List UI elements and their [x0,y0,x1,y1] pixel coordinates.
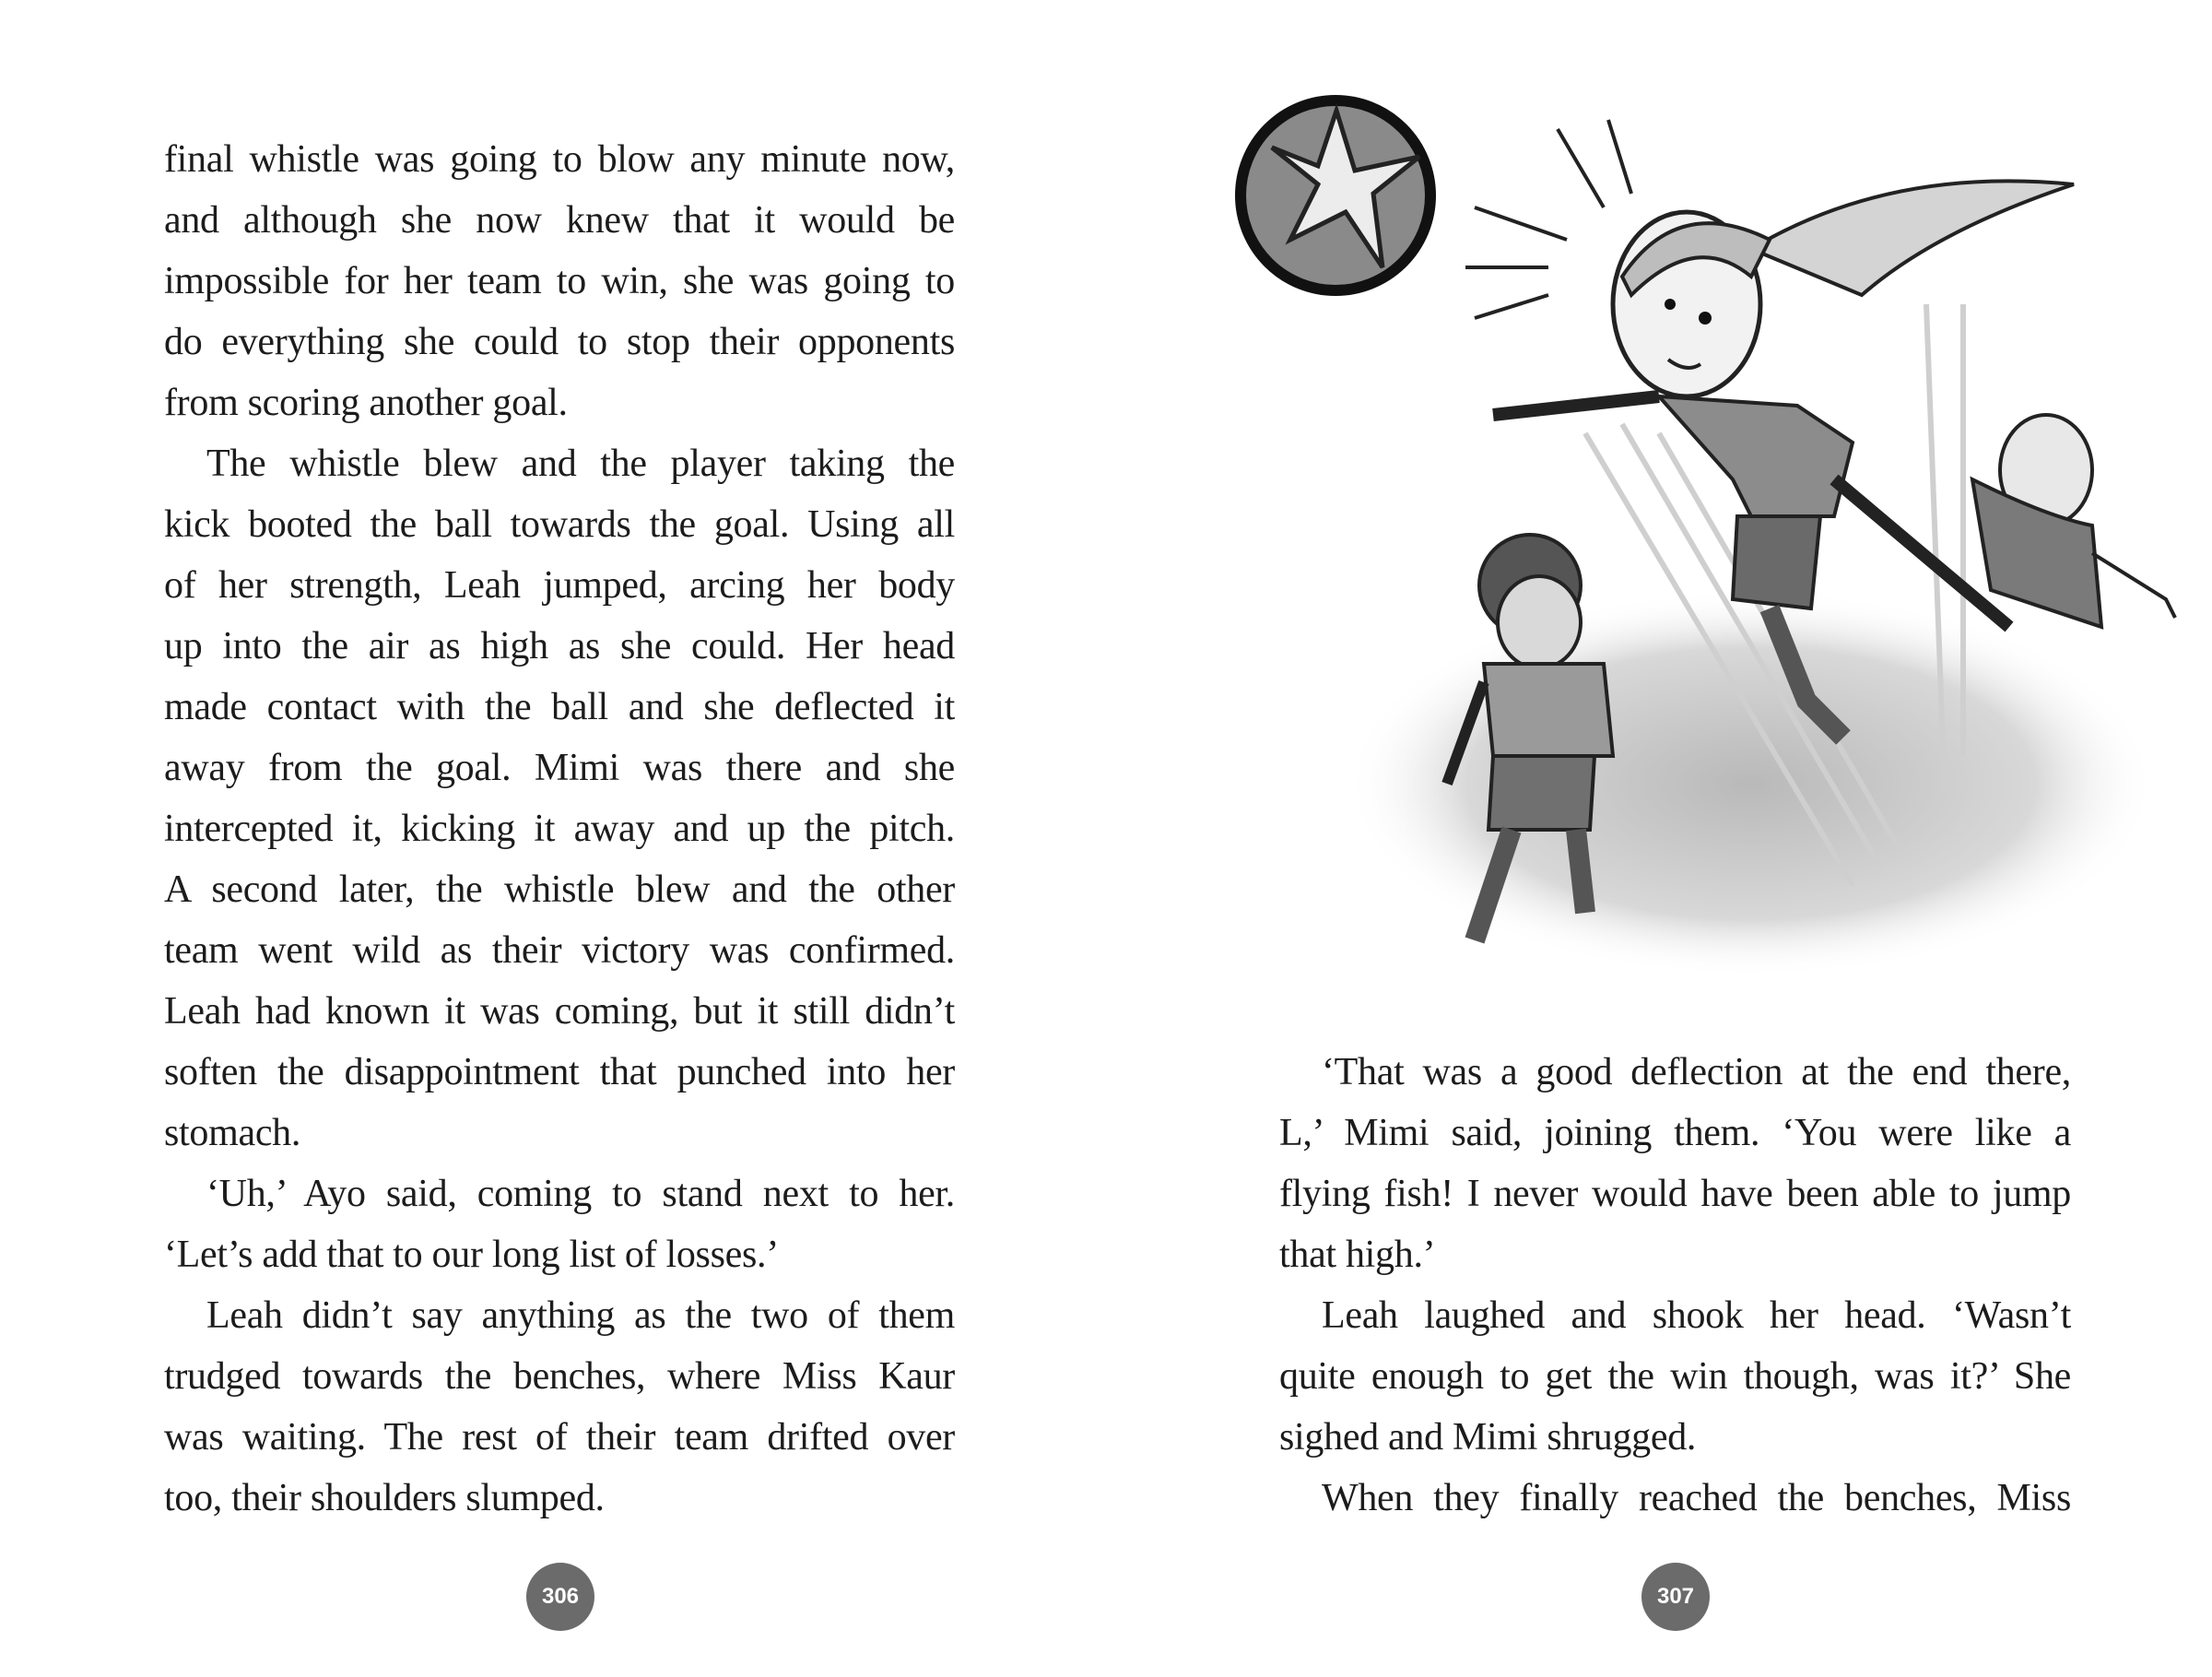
left-page-text [164,129,955,1529]
text-line: soften the disappointment that punched into her [164,1051,955,1093]
text-line: and although she now knew that it would be [164,199,955,242]
paragraph [164,1285,955,1529]
text-line: stomach. [164,1112,301,1154]
text-line: made contact with the ball and she deflected it [164,686,955,728]
text-line: up into the air as high as she could. Her head [164,625,955,667]
text-line: Leah had known it was coming, but it still didn’t [164,990,955,1033]
text-line: When they finally reached the benches, Miss [1322,1477,2071,1519]
paragraph [1279,1285,2071,1468]
text-line: of her strength, Leah jumped, arcing her body [164,564,955,607]
page-number-right: 307 [1641,1563,1710,1631]
text-line: ‘That was a good deflection at the end there, [1322,1051,2071,1093]
impact-rays [1465,120,1631,318]
page-number-left: 306 [526,1563,594,1631]
player-back [1972,415,2175,627]
text-line: kick booted the ball towards the goal. Using all [164,503,955,546]
text-line: away from the goal. Mimi was there and she [164,747,955,789]
paragraph [164,129,955,433]
text-line: that high.’ [1279,1234,1436,1276]
paragraph [164,433,955,1163]
text-line: L,’ Mimi said, joining them. ‘You were like a [1279,1112,2071,1154]
text-line: ‘Let’s add that to our long list of losses.’ [164,1234,779,1276]
ball-icon [1241,100,1430,290]
text-line: The whistle blew and the player taking the [206,443,955,485]
paragraph [1279,1042,2071,1285]
text-line: Leah didn’t say anything as the two of them [206,1294,955,1337]
text-line: ‘Uh,’ Ayo said, coming to stand next to her. [206,1173,955,1215]
right-page-text [1279,1042,2071,1529]
paragraph [1279,1468,2071,1529]
paragraph [164,1163,955,1285]
text-line: do everything she could to stop their opponents [164,321,955,363]
text-line: from scoring another goal. [164,382,568,424]
text-line: intercepted it, kicking it away and up the pitch. [164,808,955,850]
text-line: impossible for her team to win, she was going to [164,260,955,302]
text-line: was waiting. The rest of their team drifted over [164,1416,955,1459]
text-line: final whistle was going to blow any minute now, [164,138,955,181]
text-line: Leah laughed and shook her head. ‘Wasn’t [1322,1294,2071,1337]
text-line: team went wild as their victory was confirmed. [164,929,955,972]
text-line: trudged towards the benches, where Miss Kaur [164,1355,955,1398]
text-line: quite enough to get the win though, was it?’ She [1279,1355,2071,1398]
text-line: too, their shoulders slumped. [164,1477,605,1519]
text-line: flying fish! I never would have been able to jump [1279,1173,2071,1215]
text-line: A second later, the whistle blew and the other [164,868,955,911]
football-illustration [1217,74,2194,996]
text-line: sighed and Mimi shrugged. [1279,1416,1697,1459]
